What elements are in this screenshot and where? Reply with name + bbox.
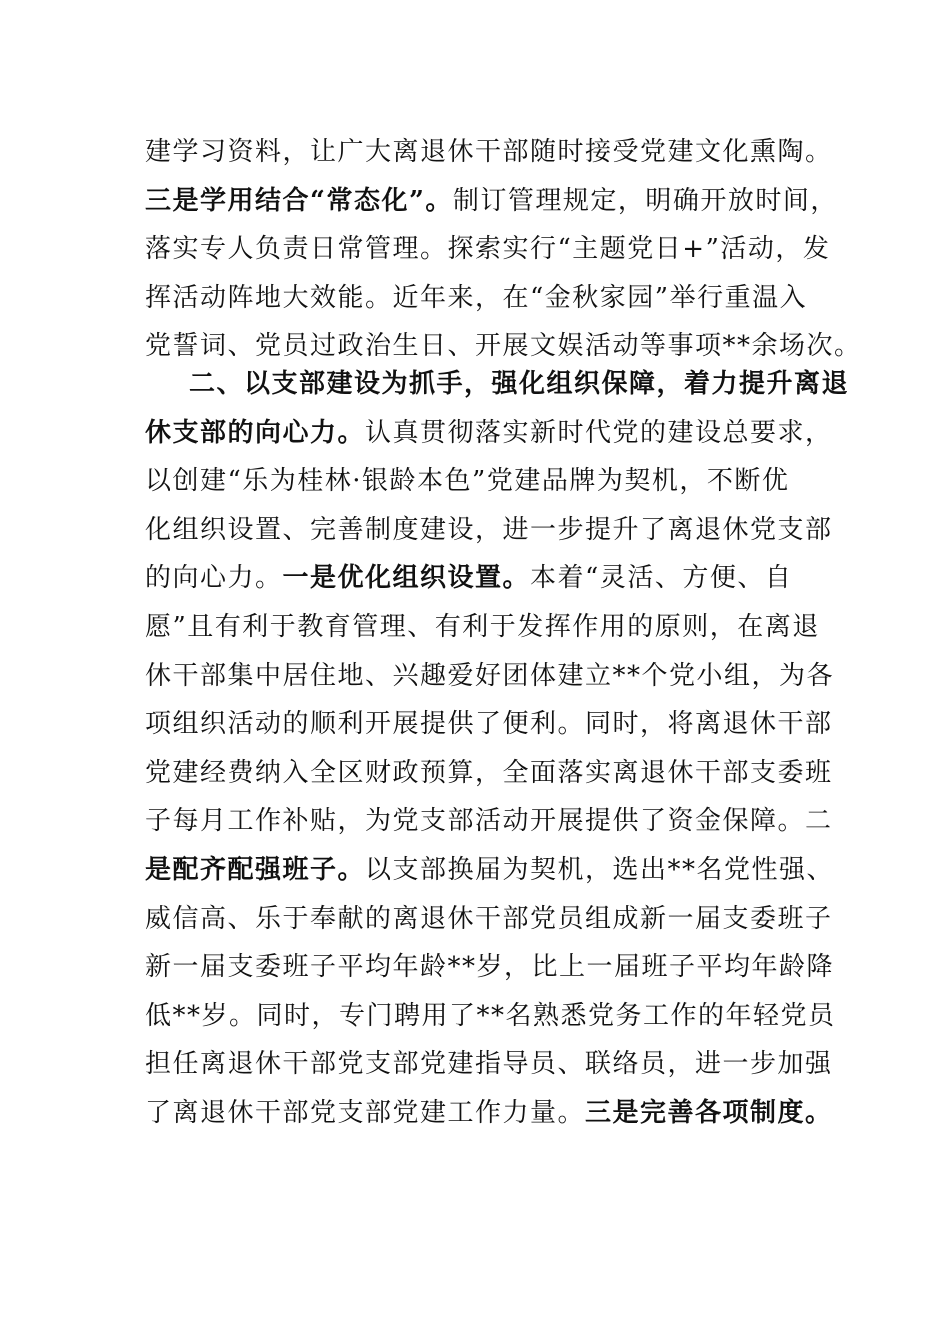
text-run: 挥活动阵地大效能。近年来，在“金秋家园”举行重温入	[145, 282, 808, 313]
bold-heading-run: 一是优化组织设置。	[282, 563, 531, 594]
text-run: 党誓词、党员过政治生日、开展文娱活动等事项**余场次。	[145, 331, 862, 362]
text-line	[145, 457, 813, 506]
text-line	[145, 992, 836, 1041]
text-run: 子每月工作补贴，为党支部活动开展提供了资金保障。二	[145, 806, 833, 837]
section-heading-line	[145, 360, 850, 409]
text-line	[145, 554, 813, 603]
text-run: 化组织设置、完善制度建设，进一步提升了离退休党支部	[145, 514, 833, 545]
text-run: 以支部换届为契机，选出**名党性强、	[365, 854, 835, 885]
text-line	[145, 225, 831, 274]
text-line	[145, 1040, 833, 1089]
text-run: 低**岁。同时，专门聘用了**名熟悉党务工作的年轻党员	[145, 1000, 836, 1031]
text-run: 威信高、乐于奉献的离退休干部党员组成新一届支委班子	[145, 903, 833, 934]
text-run: 的向心力。	[145, 563, 283, 594]
text-run: 休干部集中居住地、兴趣爱好团体建立**个党小组，为各	[145, 660, 835, 691]
text-line	[145, 846, 835, 895]
section-heading: 二、以支部建设为抓手，强化组织保障，着力提升离退	[189, 369, 850, 399]
text-run: 党建经费纳入全区财政预算，全面落实离退休干部支委班	[145, 757, 833, 788]
text-run: 了离退休干部党支部党建工作力量。	[145, 1097, 586, 1128]
text-line	[145, 177, 838, 226]
text-run: 项组织活动的顺利开展提供了便利。同时，将离退休干部	[145, 709, 833, 740]
text-run: 建学习资料，让广大离退休干部随时接受党建文化熏陶。	[145, 137, 833, 167]
text-line	[145, 700, 833, 749]
text-line	[145, 409, 833, 458]
text-line	[145, 749, 833, 798]
text-line	[145, 797, 833, 846]
text-run: 担任离退休干部党支部党建指导员、联络员，进一步加强	[145, 1049, 833, 1080]
bold-heading-run: 三是完善各项制度。	[585, 1097, 833, 1128]
text-run: 新一届支委班子平均年龄**岁，比上一届班子平均年龄降	[145, 952, 835, 983]
text-line	[145, 652, 835, 701]
bold-heading-run: 是配齐配强班子。	[145, 854, 366, 885]
paragraph-1	[145, 128, 862, 371]
text-run: 制订管理规定，明确开放时间，	[452, 185, 838, 216]
text-line	[145, 506, 833, 555]
text-line	[145, 895, 833, 944]
text-line	[145, 943, 835, 992]
text-run: 愿”且有利于教育管理、有利于发挥作用的原则，在离退	[145, 611, 820, 642]
text-line	[145, 603, 820, 652]
text-run: 本着“灵活、方便、自	[530, 563, 793, 594]
text-line	[145, 128, 833, 177]
bold-heading-run: 休支部的向心力。	[145, 417, 366, 448]
text-run: 以创建“乐为桂林·银龄本色”党建品牌为契机，不断优	[145, 466, 790, 497]
paragraph-2	[145, 360, 850, 1138]
bold-heading-run: 三是学用结合“常态化”。	[145, 185, 453, 216]
text-run: 落实专人负责日常管理。探索实行“主题党日+”活动，发	[145, 234, 831, 265]
text-line	[145, 1089, 833, 1138]
text-run: 认真贯彻落实新时代党的建设总要求，	[365, 417, 833, 448]
text-line	[145, 274, 813, 323]
